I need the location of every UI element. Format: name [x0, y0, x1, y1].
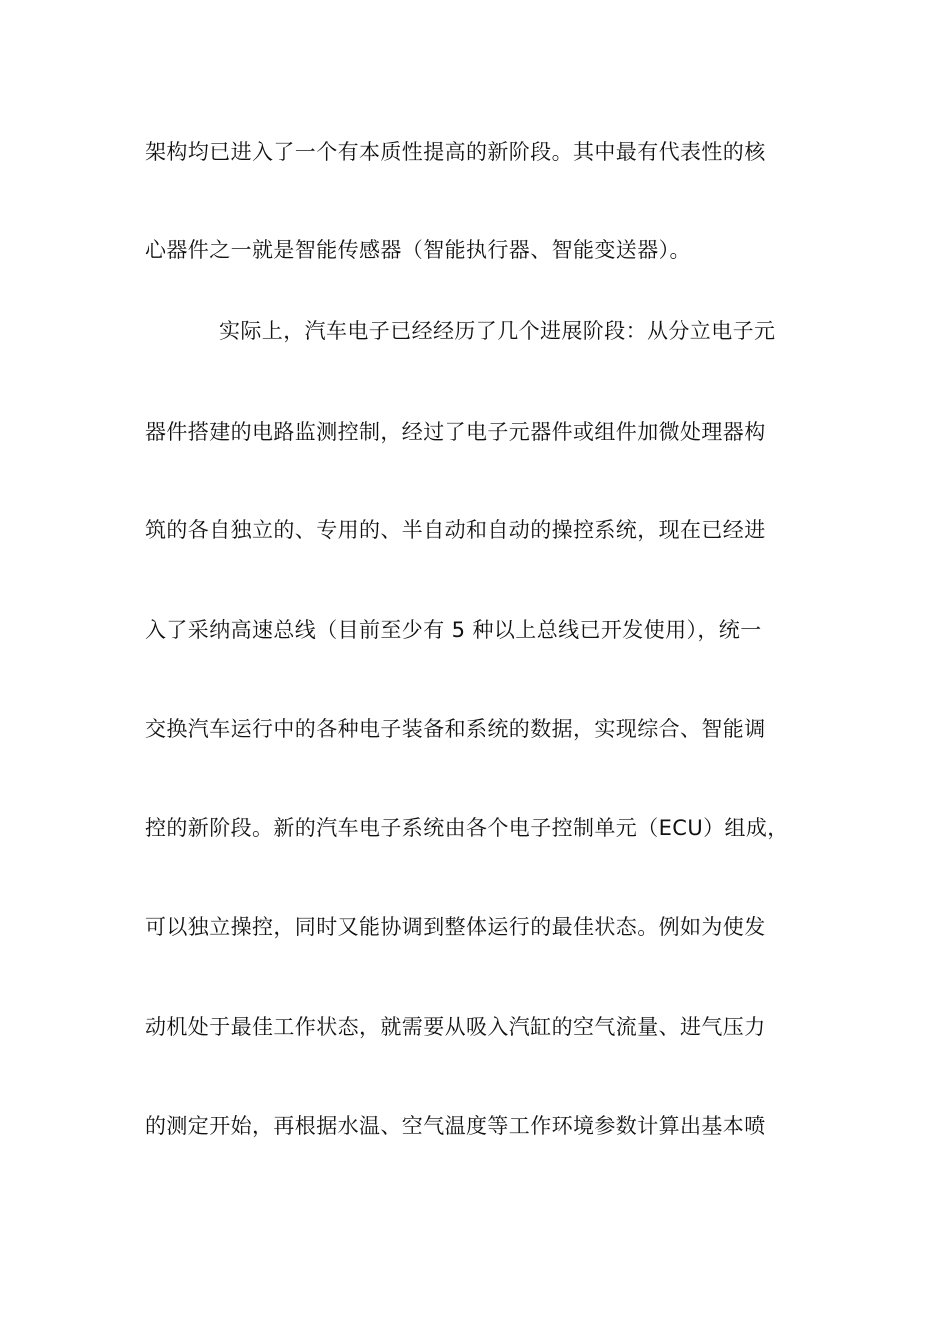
text-line: 控的新阶段。新的汽车电子系统由各个电子控制单元（ECU）组成，	[145, 816, 789, 840]
text-line: 架构均已进入了一个有本质性提高的新阶段。其中最有代表性的核	[145, 140, 766, 164]
text-line: 筑的各自独立的、专用的、半自动和自动的操控系统，现在已经进	[145, 518, 766, 542]
text-line: 心器件之一就是智能传感器（智能执行器、智能变送器）。	[145, 238, 691, 262]
text-line: 器件搭建的电路监测控制，经过了电子元器件或组件加微处理器构	[145, 420, 766, 444]
text-line: 可以独立操控，同时又能协调到整体运行的最佳状态。例如为使发	[145, 915, 766, 939]
text-line: 交换汽车运行中的各种电子装备和系统的数据，实现综合、智能调	[145, 717, 766, 741]
text-line: 的测定开始，再根据水温、空气温度等工作环境参数计算出基本喷	[145, 1114, 766, 1138]
text-line: 动机处于最佳工作状态，就需要从吸入汽缸的空气流量、进气压力	[145, 1015, 766, 1039]
text-line-paragraph-start: 实际上，汽车电子已经经历了几个进展阶段：从分立电子元	[219, 319, 776, 343]
text-line: 入了采纳高速总线（目前至少有 5 种以上总线已开发使用），统一	[145, 618, 762, 642]
